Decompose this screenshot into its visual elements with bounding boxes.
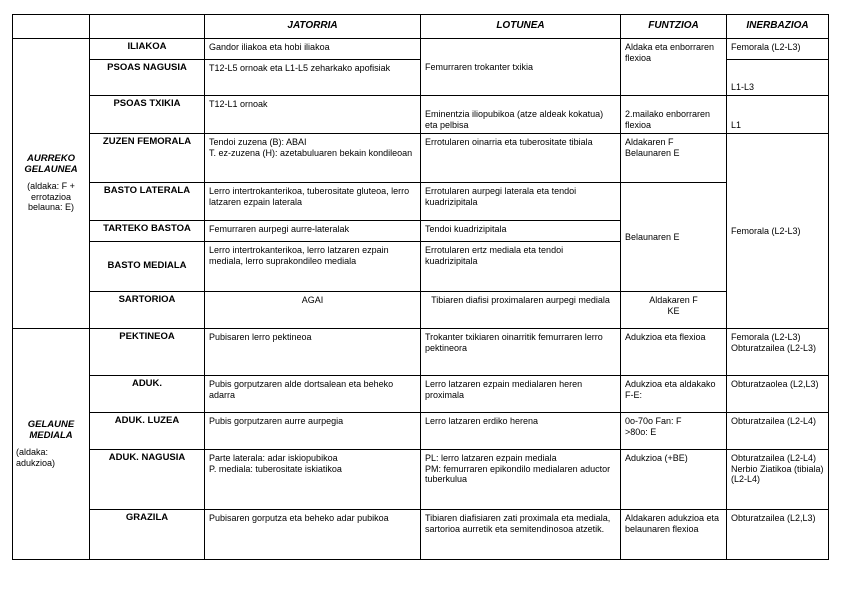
lotunea-sartorioa: Tibiaren diafisi proximalaren aurpegi mediala — [421, 292, 621, 329]
muscle-aduk: ADUK. — [90, 376, 205, 413]
funtzioa-pektineoa: Adukzioa eta flexioa — [621, 329, 727, 376]
header-jatorria: JATORRIA — [205, 15, 421, 39]
muscle-table — [12, 14, 829, 560]
lotunea-line: PM: femurraren epikondilo medialaren aductor tuberkulua — [425, 463, 611, 484]
funtzioa-line: Aldakaren F — [649, 295, 698, 305]
jatorria-zuzen-femorala — [205, 134, 421, 183]
table-row — [13, 329, 829, 376]
inerbazioa-quadriceps: Femorala (L2-L3) — [727, 134, 829, 329]
muscle-aduk-luzea: ADUK. LUZEA — [90, 413, 205, 450]
table-row — [13, 376, 829, 413]
lotunea-iliakoa-psoas: Femurraren trokanter txikia — [421, 39, 621, 96]
group-name-line2: MEDIALA — [29, 429, 73, 441]
jatorria-line: Parte laterala: adar iskiopubikoa — [209, 453, 338, 463]
funtzioa-aduk-luzea — [621, 413, 727, 450]
table-row — [13, 134, 829, 183]
jatorria-psoas-nagusia: T12-L5 ornoak eta L1-L5 zeharkako apofisiak — [205, 60, 421, 96]
inerbazioa-pektineoa: Femorala (L2-L3) Obturatzailea (L2-L3) — [727, 329, 829, 376]
header-inerbazioa: INERBAZIOA — [727, 15, 829, 39]
muscle-sartorioa: SARTORIOA — [90, 292, 205, 329]
lotunea-aduk-nagusia — [421, 450, 621, 510]
inerbazioa-aduk-nagusia — [727, 450, 829, 510]
header-empty-muscle — [90, 15, 205, 39]
jatorria-grazila: Pubisaren gorputza eta beheko adar pubikoa — [205, 510, 421, 560]
funtzioa-line: KE — [667, 305, 680, 316]
lotunea-pektineoa: Trokanter txikiaren oinarritik femurraren lerro pektineora — [421, 329, 621, 376]
header-empty-group — [13, 15, 90, 39]
lotunea-grazila: Tibiaren diafisiaren zati proximala eta mediala, sartorioa aurretik eta semitendinosoa atzetik. — [421, 510, 621, 560]
funtzioa-line: Belaunaren E — [625, 147, 680, 158]
inerbazioa-line: Nerbio Ziatikoa (tibiala) (L2-L4) — [731, 463, 824, 484]
group-aurreko-gelaunea — [13, 39, 90, 329]
funtzioa-aduk: Adukzioa eta aldakako F-E: — [621, 376, 727, 413]
funtzioa-aduk-nagusia: Adukzioa (+BE) — [621, 450, 727, 510]
muscle-psoas-txikia: PSOAS TXIKIA — [90, 96, 205, 134]
lotunea-aduk-luzea: Lerro latzaren erdiko herena — [421, 413, 621, 450]
funtzioa-basto: Belaunaren E — [621, 183, 727, 292]
inerbazioa-line: Obturatzailea (L2-L4) — [731, 453, 817, 463]
table-row — [13, 96, 829, 134]
table-row — [13, 510, 829, 560]
funtzioa-line: >80o: E — [625, 426, 657, 437]
table-row — [13, 183, 829, 221]
funtzioa-sartorioa — [621, 292, 727, 329]
lotunea-basto-mediala: Errotularen ertz mediala eta tendoi kuadrizipitala — [421, 242, 621, 292]
table-row — [13, 39, 829, 60]
jatorria-basto-laterala: Lerro intertrokanterikoa, tuberositate gluteoa, lerro latzaren ezpain laterala — [205, 183, 421, 221]
header-row — [13, 15, 829, 39]
inerbazioa-psoas-nagusia: L1-L3 — [727, 60, 829, 96]
funtzioa-psoas-txikia: 2.mailako enborraren flexioa — [621, 96, 727, 134]
group-note: (aldaka: F + errotazioa belauna: E) — [27, 181, 75, 213]
funtzioa-grazila: Aldakaren adukzioa eta belaunaren flexioa — [621, 510, 727, 560]
inerbazioa-psoas-txikia: L1 — [727, 96, 829, 134]
jatorria-aduk-nagusia — [205, 450, 421, 510]
funtzioa-zuzen-femorala — [621, 134, 727, 183]
muscle-aduk-nagusia: ADUK. NAGUSIA — [90, 450, 205, 510]
header-funtzioa: FUNTZIOA — [621, 15, 727, 39]
muscle-table-container — [12, 14, 829, 560]
muscle-basto-laterala: BASTO LATERALA — [90, 183, 205, 221]
lotunea-aduk: Lerro latzaren ezpain medialaren heren proximala — [421, 376, 621, 413]
jatorria-pektineoa: Pubisaren lerro pektineoa — [205, 329, 421, 376]
jatorria-psoas-txikia: T12-L1 ornoak — [205, 96, 421, 134]
header-lotunea: LOTUNEA — [421, 15, 621, 39]
muscle-zuzen-femorala: ZUZEN FEMORALA — [90, 134, 205, 183]
table-row — [13, 292, 829, 329]
inerbazioa-aduk: Obturatzaolea (L2,L3) — [727, 376, 829, 413]
group-name-line1: AURREKO — [26, 153, 76, 165]
muscle-psoas-nagusia: PSOAS NAGUSIA — [90, 60, 205, 96]
inerbazioa-aduk-luzea: Obturatzailea (L2-L4) — [727, 413, 829, 450]
group-note: (aldaka: adukzioa) — [16, 447, 56, 468]
jatorria-basto-mediala: Lerro intertrokanterikoa, lerro latzaren ezpain mediala, lerro suprakondileo mediala — [205, 242, 421, 292]
inerbazioa-grazila: Obturatzailea (L2,L3) — [727, 510, 829, 560]
lotunea-line: PL: lerro latzaren ezpain mediala — [425, 453, 557, 463]
muscle-grazila: GRAZILA — [90, 510, 205, 560]
lotunea-psoas-txikia: Eminentzia iliopubikoa (atze aldeak kokatua) eta pelbisa — [421, 96, 621, 134]
group-name-line1: GELAUNE — [27, 419, 75, 430]
jatorria-iliakoa: Gandor iliakoa eta hobi iliakoa — [205, 39, 421, 60]
funtzioa-iliakoa-psoas: Aldaka eta enborraren flexioa — [621, 39, 727, 96]
jatorria-line: P. mediala: tuberositate iskiatikoa — [209, 463, 342, 474]
lotunea-tarteko-bastoa: Tendoi kuadrizipitala — [421, 221, 621, 242]
jatorria-aduk: Pubis gorputzaren alde dortsalean eta beheko adarra — [205, 376, 421, 413]
muscle-pektineoa: PEKTINEOA — [90, 329, 205, 376]
funtzioa-line: Aldakaren F — [625, 137, 674, 147]
jatorria-line: T. ez-zuzena (H): azetabuluaren bekain kondileoan — [209, 147, 413, 158]
group-name-line2: GELAUNEA — [24, 163, 78, 175]
jatorria-line: Tendoi zuzena (B): ABAI — [209, 137, 307, 147]
group-gelaune-mediala — [13, 329, 90, 560]
inerbazioa-iliakoa: Femorala (L2-L3) — [727, 39, 829, 60]
jatorria-sartorioa: AGAI — [205, 292, 421, 329]
lotunea-zuzen-femorala: Errotularen oinarria eta tuberositate tibiala — [421, 134, 621, 183]
muscle-tarteko-bastoa: TARTEKO BASTOA — [90, 221, 205, 242]
jatorria-tarteko-bastoa: Femurraren aurpegi aurre-lateralak — [205, 221, 421, 242]
muscle-basto-mediala: BASTO MEDIALA — [90, 242, 205, 292]
lotunea-basto-laterala: Errotularen aurpegi laterala eta tendoi kuadrizipitala — [421, 183, 621, 221]
table-row — [13, 450, 829, 510]
table-row — [13, 413, 829, 450]
jatorria-aduk-luzea: Pubis gorputzaren aurre aurpegia — [205, 413, 421, 450]
muscle-iliakoa: ILIAKOA — [90, 39, 205, 60]
funtzioa-line: 0o-70o Fan: F — [625, 416, 682, 426]
